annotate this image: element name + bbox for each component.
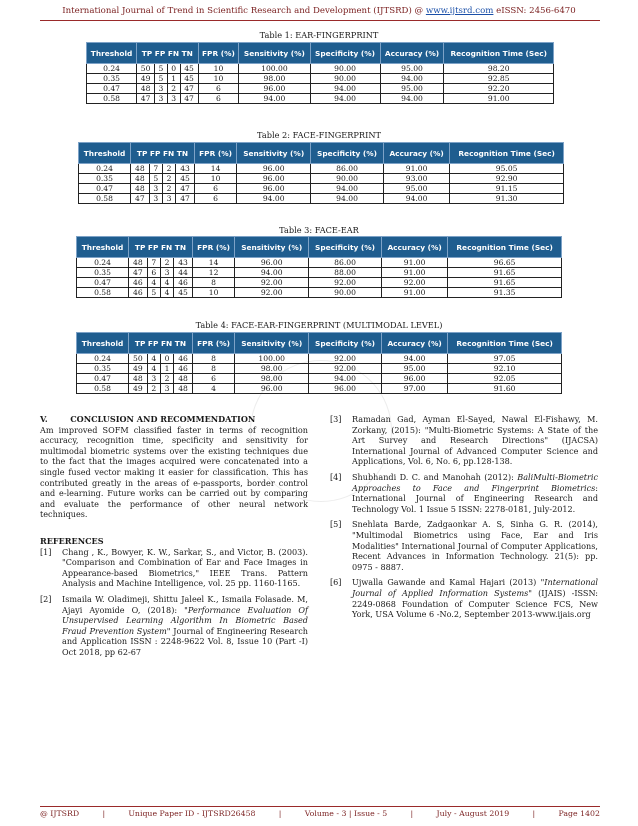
- table-cell: 91.00: [444, 94, 554, 104]
- table-cell: 45: [180, 64, 198, 74]
- reference-text: Snehlata Barde, Zadgaonkar A. S, Sinha G. R. (2014), "Multimodal Biometrics using Face, Ear and Iris Modalities" International Journal of Computer Applications, Recent Advances in Information Technology. 21(5): pp. 0975 - 8887.: [352, 519, 598, 572]
- table-cell: 2: [162, 164, 175, 174]
- table-cell: 93.00: [383, 174, 449, 184]
- column-header: Sensitivity (%): [239, 43, 310, 64]
- column-header: TP FP FN TN: [137, 43, 198, 64]
- reference-text: Ramadan Gad, Ayman El-Sayed, Nawal El-Fishawy, M. Zorkany, (2015): "Multi-Biometric Systems: A State of the Art Survey and Research Directions" (IJACSA) International Journal of Advanced Computer Science and Applications, Vol. 6, No. 6, pp.128-138.: [352, 414, 598, 467]
- reference-number: [1]: [40, 546, 52, 557]
- column-header: Specificity (%): [309, 237, 382, 258]
- table-2-caption: Table 2: FACE-FINGERPRINT: [257, 130, 381, 140]
- table-cell: 94.00: [311, 184, 384, 194]
- table-row: [79, 174, 564, 184]
- table-cell: 10: [198, 64, 239, 74]
- table-row: [77, 384, 562, 394]
- table-cell: 3: [149, 194, 162, 204]
- table-cell: 48: [174, 384, 193, 394]
- table-row: [87, 94, 554, 104]
- table-cell: 0.47: [79, 184, 131, 194]
- reference-number: [5]: [330, 519, 342, 530]
- table-cell: 94.00: [237, 194, 311, 204]
- table-cell: 94.00: [383, 194, 449, 204]
- table-cell: 47: [176, 194, 195, 204]
- footer-sep: |: [278, 809, 282, 818]
- table-row: [77, 258, 562, 268]
- table-header-row: [77, 333, 562, 354]
- table-cell: 2: [147, 384, 160, 394]
- table-cell: 43: [174, 258, 193, 268]
- table-row: [77, 288, 562, 298]
- reference-item: [330, 472, 598, 514]
- table-cell: 94.00: [381, 354, 447, 364]
- reference-text: (IJAIS) -ISSN: 2249-0868 Foundation of Computer Science FCS, New York, USA Volume 6 -No.2, September 2013-www.ijais.org: [352, 587, 598, 620]
- table-cell: 14: [192, 258, 234, 268]
- right-column: [330, 414, 598, 625]
- reference-number: [3]: [330, 414, 342, 424]
- table-cell: 8: [192, 354, 234, 364]
- table-cell: 96.00: [239, 84, 310, 94]
- table-cell: 94.00: [380, 74, 444, 84]
- table-cell: 45: [176, 174, 195, 184]
- left-column: [40, 414, 308, 662]
- table-cell: 10: [194, 174, 236, 184]
- column-header: Specificity (%): [310, 43, 380, 64]
- table-cell: 0.35: [79, 174, 131, 184]
- table-cell: 94.00: [239, 94, 310, 104]
- footer-volume: Volume - 3 | Issue - 5: [304, 809, 388, 818]
- table-cell: 91.35: [448, 288, 562, 298]
- table-cell: 92.20: [444, 84, 554, 94]
- table-cell: 6: [194, 194, 236, 204]
- table-cell: 5: [155, 64, 168, 74]
- footer-rule: [40, 806, 600, 807]
- table-row: [87, 64, 554, 74]
- reference-text: Shubhandi D. C. and Manohah (2012):: [352, 471, 518, 482]
- table-1: [86, 42, 554, 104]
- table-cell: 92.00: [309, 364, 382, 374]
- table-cell: 98.20: [444, 64, 554, 74]
- table-cell: 96.65: [448, 258, 562, 268]
- reference-text: Chang , K., Bowyer, K. W., Sarkar, S., and Victor, B. (2003). "Comparison and Combination of Ear and Face Images in Appearance-based Biometrics," IEEE Trans. Pattern Analysis and Machine Intelligence, vol. 25 pp. 1160-1165.: [62, 546, 308, 589]
- column-header: Recognition Time (Sec): [448, 237, 562, 258]
- table-cell: 12: [192, 268, 234, 278]
- table-cell: 0: [167, 64, 180, 74]
- journal-link[interactable]: www.ijtsrd.com: [425, 6, 494, 16]
- table-cell: 0.58: [77, 288, 129, 298]
- table-cell: 94.00: [380, 94, 444, 104]
- column-header: Specificity (%): [309, 333, 382, 354]
- table-cell: 2: [160, 374, 173, 384]
- column-header: Sensitivity (%): [237, 143, 311, 164]
- table-cell: 45: [174, 288, 193, 298]
- table-cell: 5: [155, 74, 168, 84]
- table-cell: 92.90: [450, 174, 564, 184]
- table-cell: 91.65: [448, 278, 562, 288]
- table-cell: 0.35: [77, 268, 129, 278]
- table-cell: 6: [147, 268, 160, 278]
- table-row: [77, 278, 562, 288]
- page-footer: [40, 809, 600, 818]
- table-cell: 90.00: [311, 174, 384, 184]
- column-header: FPR (%): [198, 43, 239, 64]
- column-header: Accuracy (%): [380, 43, 444, 64]
- table-1-caption: Table 1: EAR-FINGERPRINT: [259, 30, 379, 40]
- footer-date: July - August 2019: [436, 809, 510, 818]
- table-cell: 47: [180, 84, 198, 94]
- table-cell: 46: [129, 278, 148, 288]
- table-row: [79, 164, 564, 174]
- table-cell: 43: [176, 164, 195, 174]
- column-header: TP FP FN TN: [129, 237, 193, 258]
- table-cell: 97.05: [448, 354, 562, 364]
- column-header: TP FP FN TN: [131, 143, 195, 164]
- table-cell: 0.58: [87, 94, 137, 104]
- table-cell: 91.30: [450, 194, 564, 204]
- table-cell: 88.00: [309, 268, 382, 278]
- table-cell: 3: [147, 374, 160, 384]
- header-text: International Journal of Trend in Scientific Research and Development (IJTSRD) @: [62, 6, 424, 16]
- table-cell: 100.00: [235, 354, 309, 364]
- table-cell: 2: [162, 174, 175, 184]
- table-cell: 90.00: [310, 74, 380, 84]
- table-row: [79, 194, 564, 204]
- table-cell: 47: [180, 94, 198, 104]
- table-cell: 47: [137, 94, 155, 104]
- header-rule: [40, 20, 600, 21]
- table-cell: 3: [160, 384, 173, 394]
- table-cell: 95.00: [381, 364, 447, 374]
- table-2: [78, 142, 564, 204]
- reference-item: [330, 414, 598, 467]
- table-cell: 48: [174, 374, 193, 384]
- table-cell: 98.00: [235, 374, 309, 384]
- column-header: Threshold: [79, 143, 131, 164]
- reference-title: "Performance Evaluation Of Unsupervised Learning Algorithm In Biometric Based Fraud Prevention System": [62, 604, 309, 636]
- table-cell: 92.00: [235, 288, 309, 298]
- table-cell: 5: [149, 174, 162, 184]
- column-header: Threshold: [77, 237, 129, 258]
- column-header: TP FP FN TN: [129, 333, 193, 354]
- table-cell: 97.00: [381, 384, 447, 394]
- table-cell: 3: [162, 194, 175, 204]
- table-cell: 4: [160, 278, 173, 288]
- table-4-caption: Table 4: FACE-EAR-FINGERPRINT (MULTIMODAL LEVEL): [195, 320, 443, 330]
- table-cell: 2: [167, 84, 180, 94]
- table-cell: 48: [131, 164, 150, 174]
- table-cell: 92.85: [444, 74, 554, 84]
- table-cell: 4: [147, 354, 160, 364]
- reference-number: [6]: [330, 577, 342, 588]
- table-cell: 0.24: [87, 64, 137, 74]
- table-cell: 92.05: [448, 374, 562, 384]
- table-cell: 4: [147, 364, 160, 374]
- table-cell: 0.58: [77, 384, 129, 394]
- table-cell: 96.00: [235, 258, 309, 268]
- table-header-row: [87, 43, 554, 64]
- reference-number: [4]: [330, 471, 342, 482]
- column-header: Threshold: [87, 43, 137, 64]
- table-cell: 0: [160, 354, 173, 364]
- table-row: [87, 74, 554, 84]
- table-cell: 7: [149, 164, 162, 174]
- references-heading: REFERENCES: [40, 535, 104, 546]
- table-cell: 49: [129, 364, 148, 374]
- table-cell: 86.00: [309, 258, 382, 268]
- table-row: [87, 84, 554, 94]
- table-cell: 91.00: [381, 288, 447, 298]
- column-header: Accuracy (%): [381, 333, 447, 354]
- table-row: [77, 364, 562, 374]
- table-cell: 0.24: [77, 354, 129, 364]
- table-cell: 94.00: [235, 268, 309, 278]
- column-header: Threshold: [77, 333, 129, 354]
- column-header: FPR (%): [192, 333, 234, 354]
- table-header-row: [77, 237, 562, 258]
- reference-text: Ismaila W. Oladimeji, Shittu Jaleel K., Ismaila Folasade. M, Ajayi Ayomide O, (2018):: [62, 593, 308, 615]
- table-cell: 4: [192, 384, 234, 394]
- table-cell: 47: [129, 268, 148, 278]
- reference-title: BaliMulti-Biometric Approaches to Face and Fingerprint Biometrics: [352, 471, 598, 493]
- table-3-caption: Table 3: FACE-EAR: [279, 225, 359, 235]
- column-header: Accuracy (%): [383, 143, 449, 164]
- table-cell: 0.24: [79, 164, 131, 174]
- table-cell: 46: [174, 364, 193, 374]
- table-cell: 8: [192, 278, 234, 288]
- table-cell: 49: [129, 384, 148, 394]
- footer-sep: |: [410, 809, 414, 818]
- table-cell: 4: [147, 278, 160, 288]
- table-cell: 0.58: [79, 194, 131, 204]
- table-cell: 0.35: [77, 364, 129, 374]
- table-cell: 45: [180, 74, 198, 84]
- table-cell: 0.47: [77, 278, 129, 288]
- table-cell: 10: [192, 288, 234, 298]
- table-cell: 46: [174, 278, 193, 288]
- table-cell: 47: [131, 194, 150, 204]
- table-cell: 96.00: [309, 384, 382, 394]
- table-row: [79, 184, 564, 194]
- table-cell: 91.00: [383, 164, 449, 174]
- table-cell: 44: [174, 268, 193, 278]
- table-cell: 46: [174, 354, 193, 364]
- table-cell: 48: [131, 174, 150, 184]
- table-cell: 48: [137, 84, 155, 94]
- table-row: [77, 374, 562, 384]
- table-cell: 4: [160, 288, 173, 298]
- table-cell: 94.00: [311, 194, 384, 204]
- reference-text: Ujwalla Gawande and Kamal Hajari (2013): [352, 577, 541, 588]
- table-cell: 48: [129, 258, 148, 268]
- table-cell: 47: [176, 184, 195, 194]
- table-cell: 3: [167, 94, 180, 104]
- table-cell: 96.00: [237, 184, 311, 194]
- table-cell: 91.00: [381, 268, 447, 278]
- table-cell: 90.00: [310, 64, 380, 74]
- table-cell: 100.00: [239, 64, 310, 74]
- table-cell: 46: [129, 288, 148, 298]
- reference-title: "International Journal of Applied Information Systems": [352, 577, 598, 598]
- table-cell: 96.00: [235, 384, 309, 394]
- table-cell: 0.24: [77, 258, 129, 268]
- table-cell: 90.00: [309, 288, 382, 298]
- table-cell: 6: [198, 84, 239, 94]
- table-row: [77, 354, 562, 364]
- reference-item: [330, 519, 598, 572]
- running-header: [0, 6, 638, 16]
- reference-item: [40, 547, 308, 589]
- table-header-row: [79, 143, 564, 164]
- section-heading: V. CONCLUSION AND RECOMMENDATION: [40, 414, 256, 424]
- table-cell: 95.00: [383, 184, 449, 194]
- reference-number: [2]: [40, 593, 52, 604]
- reference-text: : International Journal of Engineering Research and Technology Vol. 1 Issue 5 ISSN: 2278-0181, July-2012.: [352, 482, 598, 514]
- table-cell: 0.35: [87, 74, 137, 84]
- footer-sep: |: [532, 809, 536, 818]
- column-header: Accuracy (%): [381, 237, 447, 258]
- table-cell: 49: [137, 74, 155, 84]
- column-header: Recognition Time (Sec): [444, 43, 554, 64]
- table-cell: 6: [194, 184, 236, 194]
- column-header: Recognition Time (Sec): [448, 333, 562, 354]
- table-cell: 3: [155, 94, 168, 104]
- table-cell: 98.00: [239, 74, 310, 84]
- table-cell: 92.00: [381, 278, 447, 288]
- table-cell: 91.15: [450, 184, 564, 194]
- table-cell: 0.47: [77, 374, 129, 384]
- table-cell: 91.00: [381, 258, 447, 268]
- table-cell: 95.00: [380, 64, 444, 74]
- table-cell: 2: [160, 258, 173, 268]
- header-issn: eISSN: 2456-6470: [496, 6, 576, 16]
- column-header: FPR (%): [194, 143, 236, 164]
- table-cell: 98.00: [235, 364, 309, 374]
- footer-journal: @ IJTSRD: [40, 809, 80, 818]
- table-cell: 96.00: [237, 164, 311, 174]
- table-cell: 3: [149, 184, 162, 194]
- table-cell: 50: [129, 354, 148, 364]
- column-header: Sensitivity (%): [235, 333, 309, 354]
- table-cell: 95.00: [380, 84, 444, 94]
- table-cell: 92.10: [448, 364, 562, 374]
- column-header: Sensitivity (%): [235, 237, 309, 258]
- table-cell: 91.60: [448, 384, 562, 394]
- table-cell: 8: [192, 364, 234, 374]
- table-3: [76, 236, 562, 298]
- table-cell: 48: [129, 374, 148, 384]
- table-cell: 95.05: [450, 164, 564, 174]
- column-header: Recognition Time (Sec): [450, 143, 564, 164]
- table-cell: 92.00: [309, 278, 382, 288]
- table-cell: 94.00: [310, 84, 380, 94]
- table-cell: 3: [155, 84, 168, 94]
- table-cell: 10: [198, 74, 239, 84]
- table-cell: 96.00: [237, 174, 311, 184]
- table-cell: 0.47: [87, 84, 137, 94]
- table-cell: 96.00: [381, 374, 447, 384]
- table-cell: 1: [160, 364, 173, 374]
- table-cell: 3: [160, 268, 173, 278]
- table-cell: 2: [162, 184, 175, 194]
- footer-sep: |: [102, 809, 106, 818]
- table-cell: 94.00: [310, 94, 380, 104]
- table-cell: 92.00: [235, 278, 309, 288]
- reference-item: [330, 577, 598, 619]
- table-cell: 91.65: [448, 268, 562, 278]
- table-cell: 50: [137, 64, 155, 74]
- table-cell: 6: [192, 374, 234, 384]
- table-cell: 86.00: [311, 164, 384, 174]
- table-cell: 94.00: [309, 374, 382, 384]
- reference-item: [40, 594, 308, 658]
- table-cell: 7: [147, 258, 160, 268]
- table-4: [76, 332, 562, 394]
- footer-paper-id: Unique Paper ID - IJTSRD26458: [128, 809, 256, 818]
- reference-text: Journal of Engineering Research and Application ISSN : 2248-9622 Vol. 8, Issue 10 (Part -I) Oct 2018, pp 62-67: [62, 625, 308, 657]
- table-cell: 6: [198, 94, 239, 104]
- conclusion-body: Am improved SOFM classified faster in terms of recognition accuracy, recognition time, specificity and sensitivity for multimodal biometric systems over the existing techniques due to the fact that the images acquired were concatenated into a single fused vector making it easier for classification. This has contributed greatly in the areas of e-passports, border control and e-learning. Future works can be carried out by comparing and evaluate the performance of other neural network techniques.: [40, 424, 308, 520]
- table-cell: 5: [147, 288, 160, 298]
- table-row: [77, 268, 562, 278]
- table-cell: 14: [194, 164, 236, 174]
- table-cell: 1: [167, 74, 180, 84]
- footer-page: Page 1402: [558, 809, 600, 818]
- column-header: Specificity (%): [311, 143, 384, 164]
- table-cell: 92.00: [309, 354, 382, 364]
- table-cell: 48: [131, 184, 150, 194]
- column-header: FPR (%): [192, 237, 234, 258]
